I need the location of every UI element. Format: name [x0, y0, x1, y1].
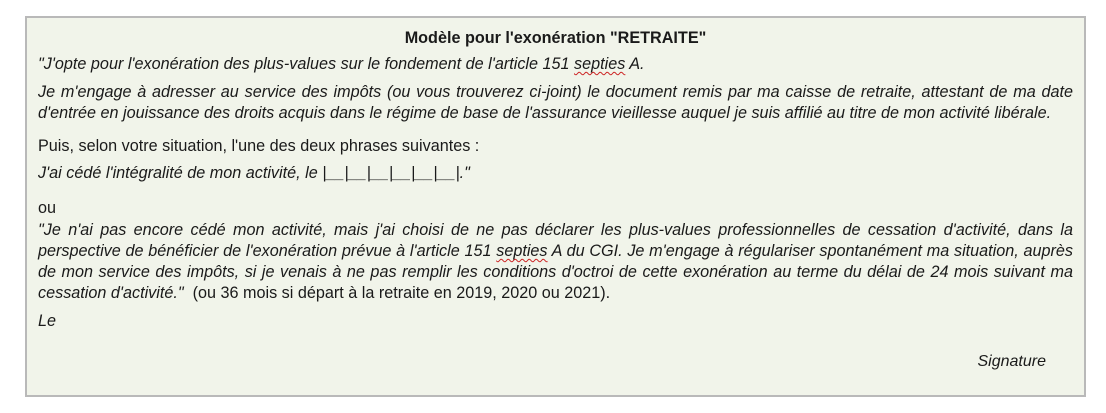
date-label: Le: [38, 312, 57, 330]
option-not-ceded-text: "Je n'ai pas encore cédé mon activité, mais j'ai choisi de ne pas déclarer les plus-values professionnelles de cessation d'activité, dans la perspective de bénéficier de l'exonération prévue à l'article 151: [38, 221, 1073, 260]
option-not-ceded-note: (ou 36 mois si départ à la retraite en 2019, 2020 ou 2021).: [183, 284, 611, 302]
option-statement: [38, 54, 1073, 75]
option-not-ceded-paragraph: [38, 220, 1073, 304]
exoneration-template-box: [25, 16, 1086, 397]
engagement-paragraph: Je m'engage à adresser au service des impôts (ou vous trouverez ci-joint) le document remis par ma caisse de retraite, attestant de ma date d'entrée en jouissance des droits acquis dans le régime de base de l'assurance vieillesse auquel je suis affilié au titre de mon activité libérale.: [38, 83, 1073, 122]
or-separator: ou: [38, 199, 57, 217]
option-statement-end: A.: [625, 55, 645, 73]
option-not-ceded-continuation: A du CGI. Je m'engage à régulariser spontanément ma situation, auprès de mon service des impôts, si je venais à ne pas remplir les conditions d'octroi de cette exonération au terme du délai de 24 mois suivant ma cessation d'activité.": [38, 242, 1073, 302]
septies-word: septies: [496, 242, 548, 260]
situation-intro: Puis, selon votre situation, l'une des deux phrases suivantes :: [38, 137, 480, 155]
document-title: Modèle pour l'exonération "RETRAITE": [404, 29, 707, 47]
septies-word: septies: [574, 55, 626, 73]
option-statement-text: "J'opte pour l'exonération des plus-values sur le fondement de l'article 151: [38, 55, 575, 73]
signature-label: Signature: [977, 353, 1046, 370]
option-ceded-sentence: J'ai cédé l'intégralité de mon activité, le |__|__|__|__|__|__|.": [38, 164, 470, 182]
